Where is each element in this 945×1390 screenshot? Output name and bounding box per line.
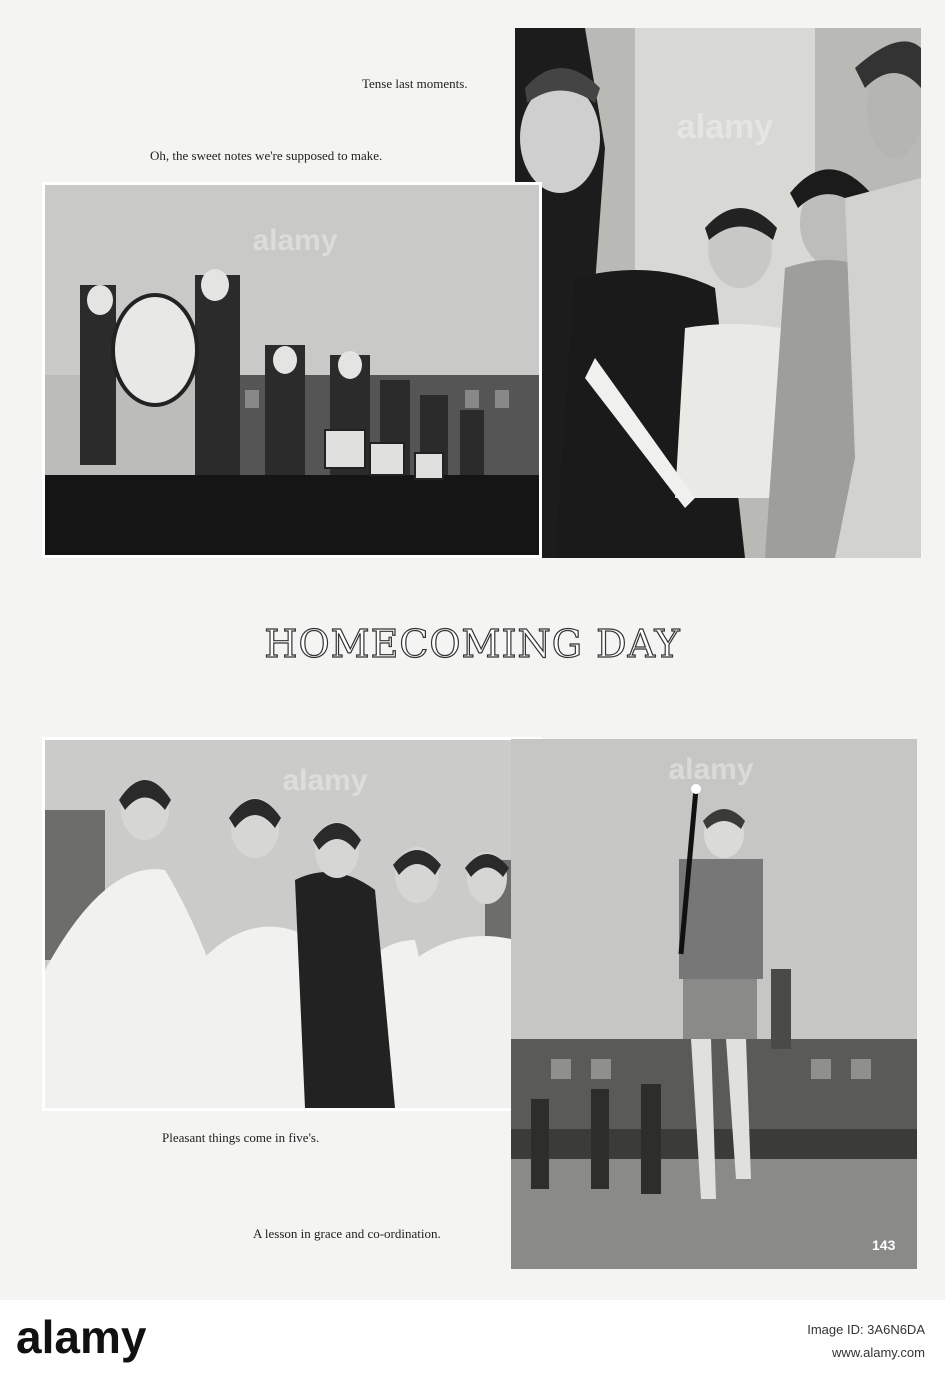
photo-five-girls-image bbox=[45, 740, 539, 1108]
page-number: 143 bbox=[872, 1237, 896, 1253]
watermark-text: alamy bbox=[252, 224, 338, 257]
alamy-logo: alamy bbox=[16, 1311, 147, 1363]
caption-tense: Tense last moments. bbox=[362, 76, 468, 91]
watermark-text: alamy bbox=[282, 764, 368, 797]
caption-sweet-notes: Oh, the sweet notes we're supposed to make. bbox=[150, 148, 383, 163]
watermark-text: alamy bbox=[676, 108, 774, 146]
photo-majorette bbox=[511, 739, 917, 1269]
caption-lesson: A lesson in grace and co-ordination. bbox=[253, 1226, 441, 1241]
photo-majorette-image bbox=[511, 739, 917, 1269]
photo-girls-preparing-image bbox=[515, 28, 921, 558]
photo-marching-band bbox=[42, 182, 542, 558]
watermark-text: alamy bbox=[668, 753, 754, 786]
image-id: Image ID: 3A6N6DA bbox=[807, 1322, 925, 1337]
caption-pleasant: Pleasant things come in five's. bbox=[162, 1130, 320, 1145]
site-url: www.alamy.com bbox=[832, 1345, 925, 1360]
page-title: HOMECOMING DAY bbox=[264, 622, 681, 666]
photo-five-girls bbox=[42, 737, 542, 1111]
photo-marching-band-image bbox=[45, 185, 539, 555]
photo-girls-preparing bbox=[515, 28, 921, 558]
